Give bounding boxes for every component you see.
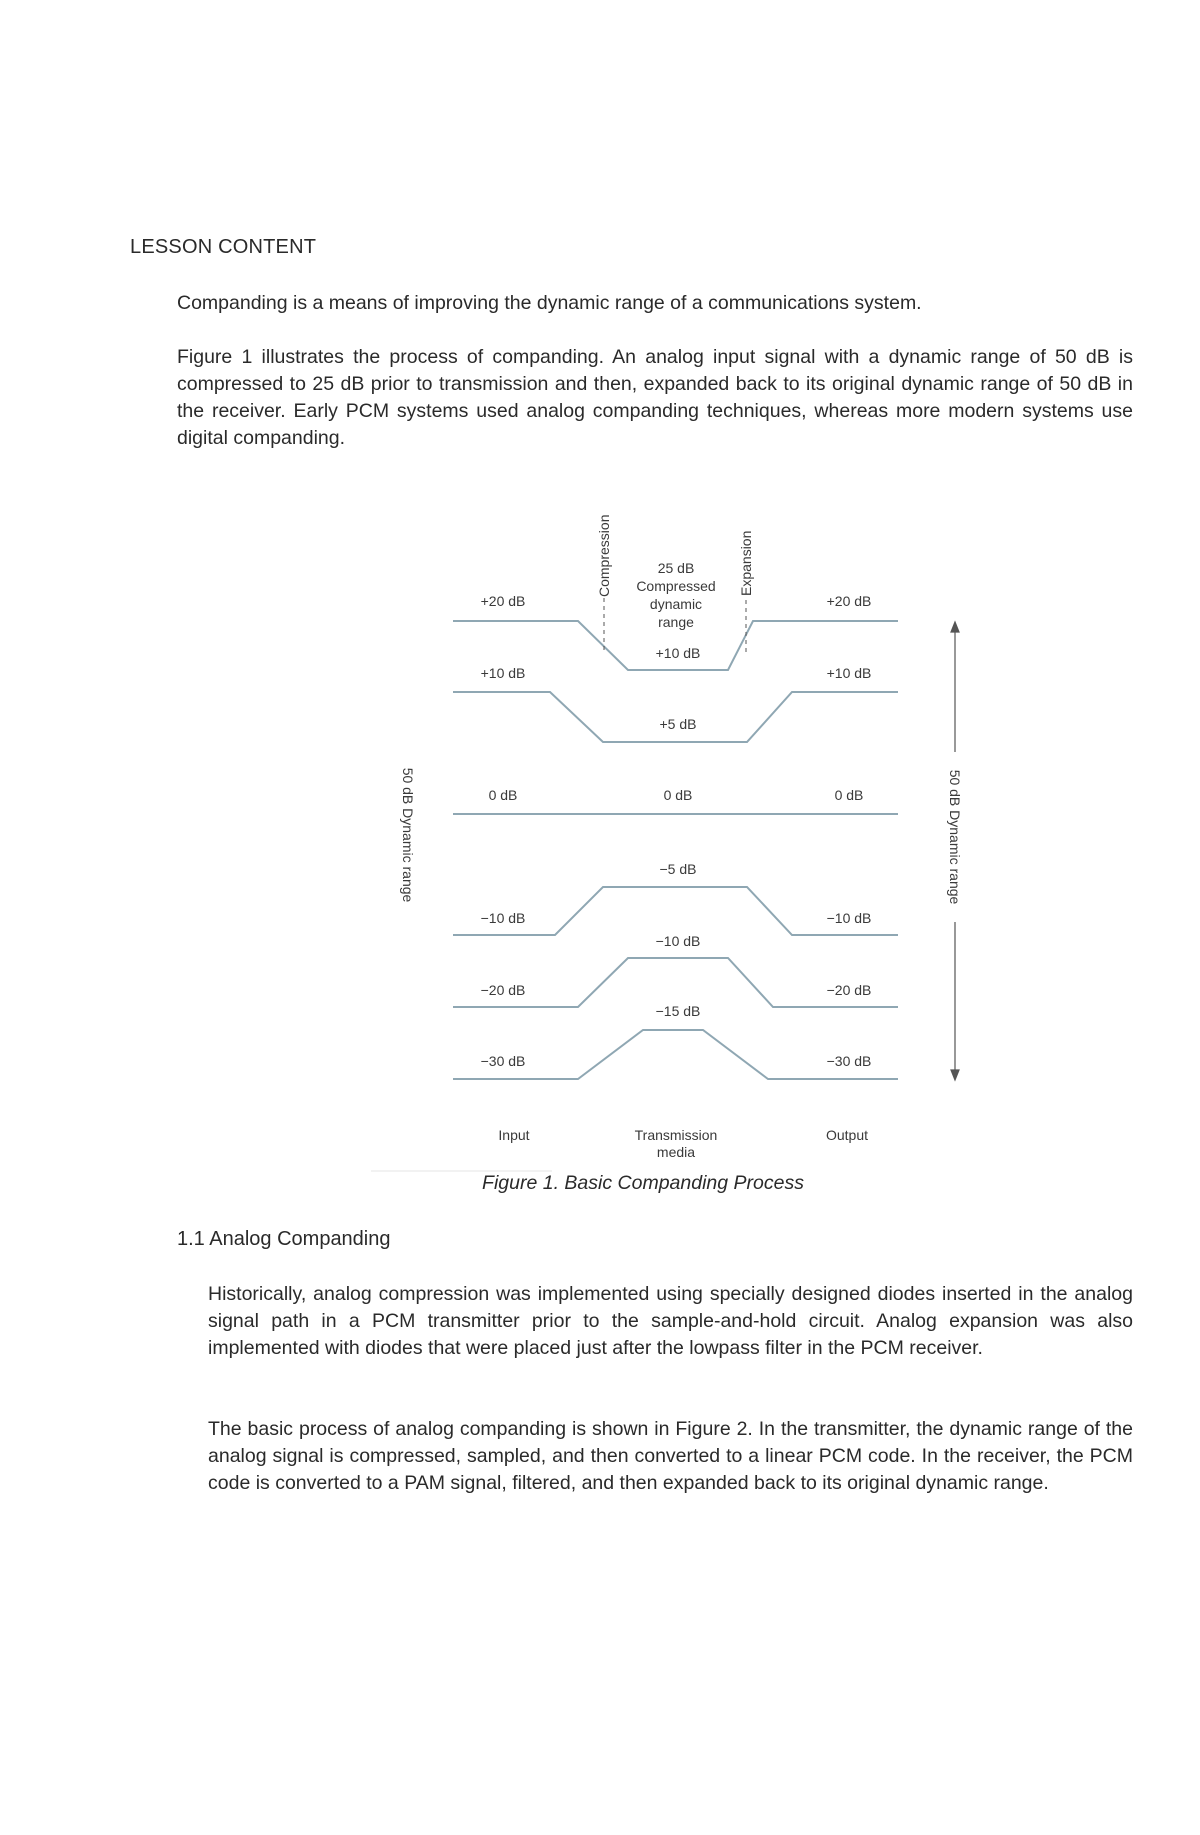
input-level: −30 dB bbox=[480, 1053, 526, 1069]
svg-text:dynamic: dynamic bbox=[649, 596, 703, 612]
media-level: +10 dB bbox=[655, 645, 701, 661]
input-level: −20 dB bbox=[480, 982, 526, 998]
output-level: 0 dB bbox=[834, 787, 864, 803]
svg-text:25 dB: 25 dB bbox=[657, 560, 695, 576]
svg-text:range: range bbox=[658, 614, 694, 630]
output-level: +10 dB bbox=[826, 665, 872, 681]
figure-caption: Figure 1. Basic Companding Process bbox=[482, 1172, 804, 1194]
lesson-heading: LESSON CONTENT bbox=[130, 236, 317, 258]
output-column-label: Output bbox=[825, 1127, 869, 1143]
section-paragraph-1: Historically, analog compression was implemented using specially designed diodes inserted in the analog signal path in a PCM transmitter prior to the sample-and-hold circuit. Analog expansion was also implemented with diodes that were placed just after the lowpass filter in the PCM receiver. bbox=[208, 1283, 1133, 1359]
output-level-labels bbox=[827, 593, 872, 1069]
media-level: −15 dB bbox=[655, 1003, 701, 1019]
section-title: 1.1 Analog Companding bbox=[177, 1228, 391, 1250]
media-level: 0 dB bbox=[663, 787, 693, 803]
media-column-label-line1: Transmission bbox=[634, 1127, 718, 1143]
input-level: 0 dB bbox=[488, 787, 518, 803]
left-range-label: 50 dB Dynamic range bbox=[400, 767, 416, 903]
output-level: −10 dB bbox=[826, 910, 872, 926]
input-column-label: Input bbox=[498, 1127, 530, 1143]
column-labels bbox=[498, 1127, 868, 1160]
input-level: +10 dB bbox=[480, 665, 526, 681]
section-paragraph-2: The basic process of analog companding is shown in Figure 2. In the transmitter, the dynamic range of the analog signal is compressed, sampled, and then converted to a linear PCM code. In the receiver, the PCM code is converted to a PAM signal, filtered, and then expanded back to its original dynamic range. bbox=[208, 1418, 1133, 1494]
svg-text:Compressed: Compressed bbox=[636, 578, 716, 594]
expansion-label: Expansion bbox=[738, 530, 754, 596]
media-level: −5 dB bbox=[659, 861, 697, 877]
output-level: −20 dB bbox=[826, 982, 872, 998]
output-level: −30 dB bbox=[826, 1053, 872, 1069]
input-level-labels bbox=[481, 593, 526, 1069]
media-level: +5 dB bbox=[659, 716, 697, 732]
right-range-label: 50 dB Dynamic range bbox=[947, 769, 963, 905]
input-level: +20 dB bbox=[480, 593, 526, 609]
compression-label: Compression bbox=[596, 514, 612, 597]
output-level: +20 dB bbox=[826, 593, 872, 609]
media-level-labels bbox=[656, 645, 701, 1019]
intro-paragraph: Companding is a means of improving the dynamic range of a communications system. bbox=[177, 292, 922, 314]
compressed-range-label bbox=[636, 560, 715, 630]
figure-paragraph: Figure 1 illustrates the process of companding. An analog input signal with a dynamic range of 50 dB is compressed to 25 dB prior to transmission and then, expanded back to its original dynamic range of 50 dB in the receiver. Early PCM systems used analog companding techniques, whereas more modern systems use digital companding. bbox=[177, 346, 1133, 449]
media-level: −10 dB bbox=[655, 933, 701, 949]
input-level: −10 dB bbox=[480, 910, 526, 926]
media-column-label-line2: media bbox=[656, 1144, 696, 1160]
